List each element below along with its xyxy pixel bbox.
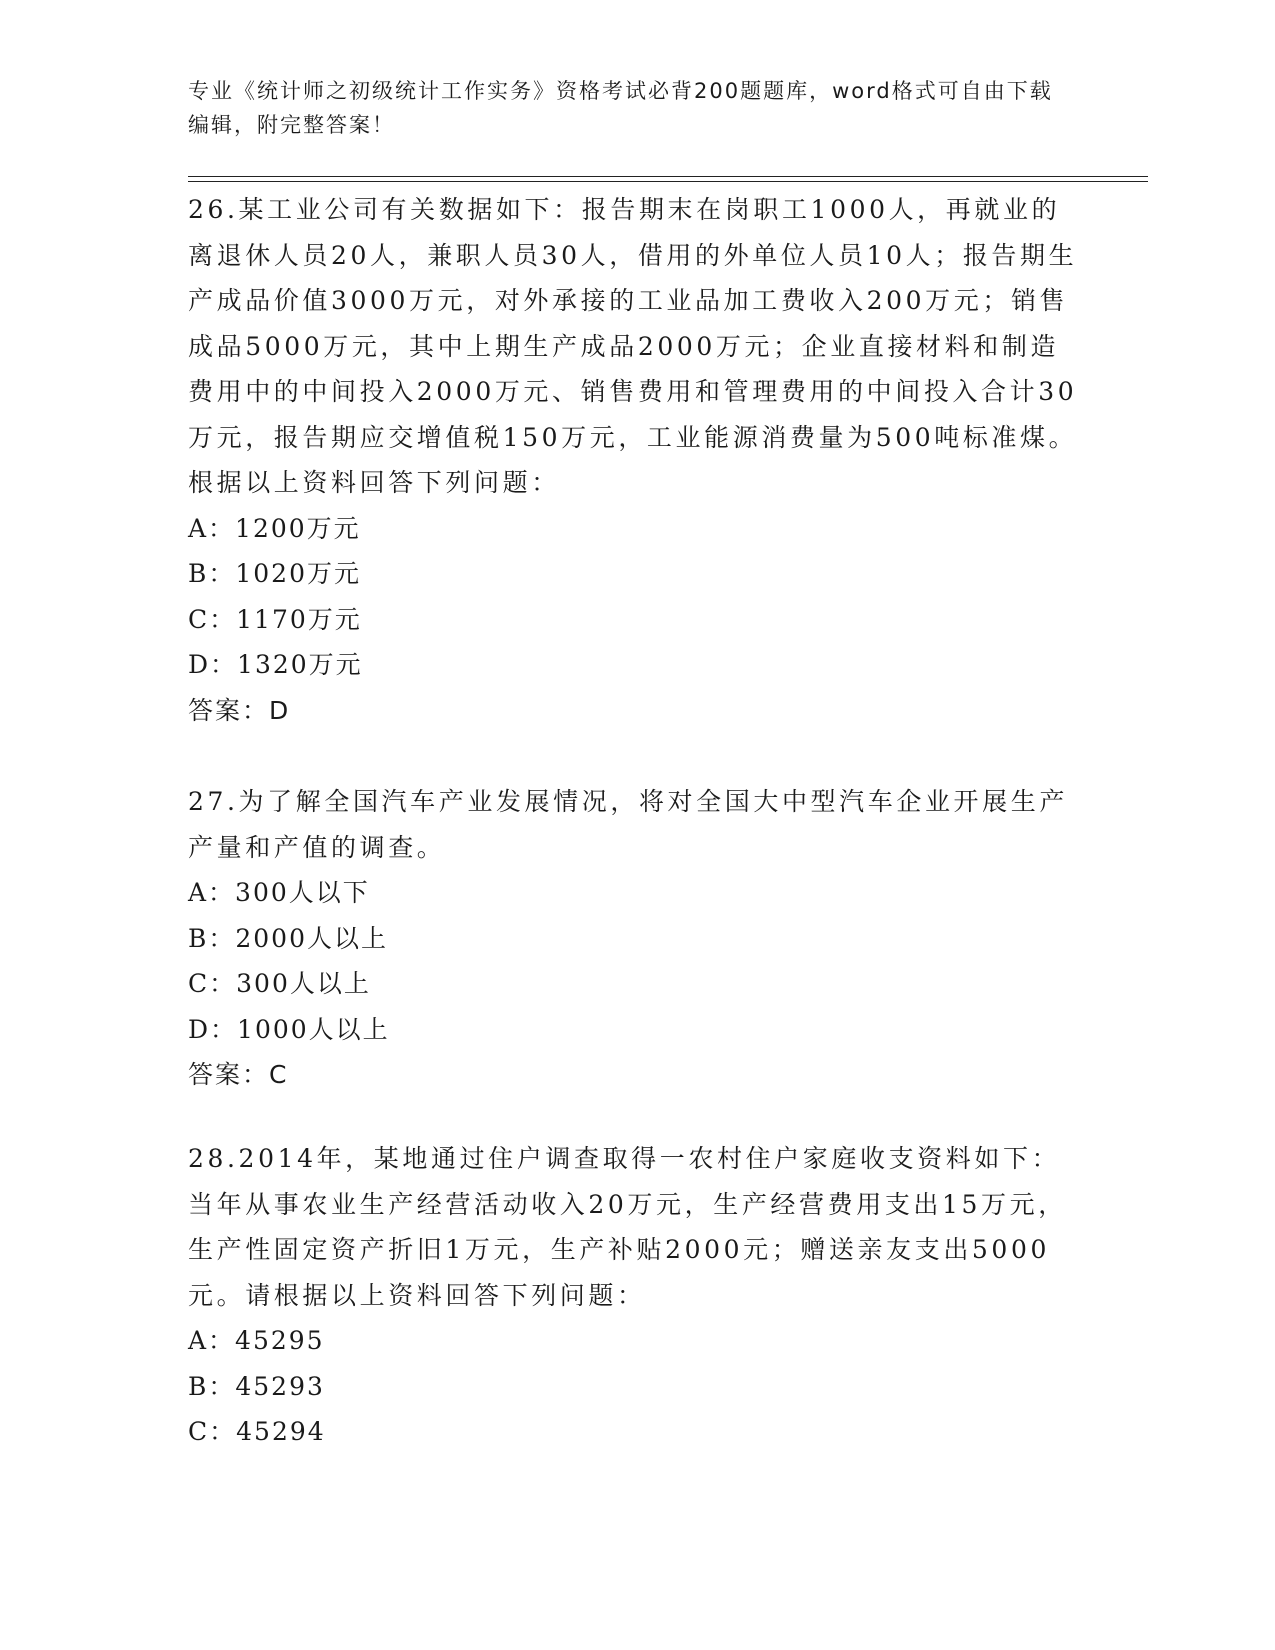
- option-c: C：1170万元: [188, 604, 362, 634]
- option-a: A：1200万元: [188, 513, 361, 543]
- header-rule-bottom: [188, 181, 1148, 182]
- answer: 答案：C: [188, 1060, 289, 1089]
- question-27: [188, 779, 1078, 1098]
- option-a: A：300人以下: [188, 878, 370, 907]
- header-rule-top: [188, 176, 1148, 177]
- question-26: [188, 187, 1078, 733]
- question-text: 28.2014年，某地通过住户调查取得一农村住户家庭收支资料如下：当年从事农业生产经营活动收入20万元，生产经营费用支出15万元，生产性固定资产折旧1万元，生产补贴2000元；赠送亲友支出5000元。请根据以上资料回答下列问题：: [188, 1144, 1067, 1310]
- option-d: D：1000人以上: [188, 1014, 390, 1044]
- answer: 答案：D: [188, 695, 291, 725]
- option-b: B：1020万元: [188, 559, 361, 588]
- header-text: 专业《统计师之初级统计工作实务》资格考试必背200题题库，word格式可自由下载编辑，附完整答案！: [188, 79, 1053, 137]
- question-text: 26.某工业公司有关数据如下：报告期末在岗职工1000人，再就业的离退休人员20人，兼职人员30人，借用的外单位人员10人；报告期生产成品价值3000万元，对外承接的工业品加工费收入200万元；销售成品5000万元，其中上期生产成品2000万元；企业直接材料和制造费用中的中间投入2000万元、销售费用和管理费用的中间投入合计30万元，报告期应交增值税150万元，工业能源消费量为500吨标准煤。根据以上资料回答下列问题：: [188, 195, 1078, 497]
- option-d: D：1320万元: [188, 650, 363, 679]
- document-header: [188, 74, 1068, 142]
- question-text: 27.为了解全国汽车产业发展情况，将对全国大中型汽车企业开展生产产量和产值的调查。: [188, 787, 1068, 862]
- question-28: [188, 1136, 1078, 1455]
- option-b: B：2000人以上: [188, 923, 388, 953]
- option-a: A：45295: [188, 1326, 325, 1355]
- option-c: C：45294: [188, 1417, 326, 1446]
- option-c: C：300人以上: [188, 969, 371, 998]
- option-b: B：45293: [188, 1371, 325, 1401]
